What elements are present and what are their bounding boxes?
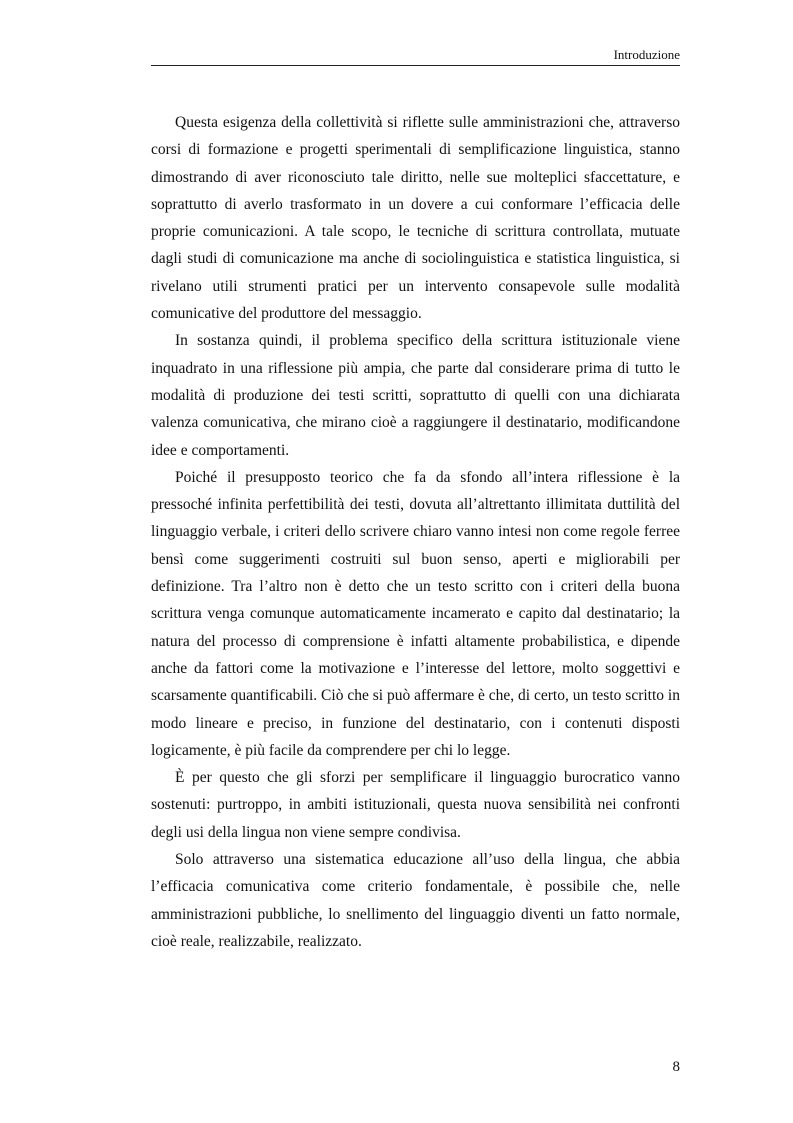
paragraph-4: È per questo che gli sforzi per semplificare il linguaggio burocratico vanno sostenuti: purtroppo, in ambiti istituzionali, questa nuova sensibilità nei confronti degli usi della lingua non viene sempre condivisa. [151, 769, 680, 841]
paragraph-5: Solo attraverso una sistematica educazione all’uso della lingua, che abbia l’efficacia comunicativa come criterio fondamentale, è possibile che, nelle amministrazioni pubbliche, lo snellimento del linguaggio diventi un fatto normale, cioè reale, realizzabile, realizzato. [151, 851, 680, 950]
running-header: Introduzione [613, 47, 680, 62]
header-rule [151, 65, 680, 66]
page-number: 8 [672, 1059, 680, 1075]
paragraph-2: In sostanza quindi, il problema specifico della scrittura istituzionale viene inquadrato in una riflessione più ampia, che parte dal considerare prima di tutto le modalità di produzione dei testi scritti, soprattutto di quelli con una dichiarata valenza comunicativa, che mirano cioè a raggiungere il destinatario, modificandone idee e comportamenti. [151, 332, 680, 459]
paragraph-1: Questa esigenza della collettività si riflette sulle amministrazioni che, attraverso corsi di formazione e progetti sperimentali di semplificazione linguistica, stanno dimostrando di aver riconosciuto tale diritto, nelle sue molteplici sfaccettature, e soprattutto di averlo trasformato in un dovere a cui conformare l’efficacia delle proprie comunicazioni. A tale scopo, le tecniche di scrittura controllata, mutuate dagli studi di comunicazione ma anche di sociolinguistica e statistica linguistica, si rivelano utili strumenti pratici per un intervento consapevole sulle modalità comunicative del produttore del messaggio. [151, 114, 680, 323]
body-text [151, 109, 680, 955]
paragraph-3: Poiché il presupposto teorico che fa da sfondo all’intera riflessione è la pressoché infinita perfettibilità dei testi, dovuta all’altrettanto illimitata duttilità del linguaggio verbale, i criteri dello scrivere chiaro vanno intesi non come regole ferree bensì come suggerimenti costruiti sul buon senso, aperti e migliorabili per definizione. Tra l’altro non è detto che un testo scritto con i criteri della buona scrittura venga comunque automaticamente incamerato e capito dal destinatario; la natura del processo di comprensione è infatti altamente probabilistica, e dipende anche da fattori come la motivazione e l’interesse del lettore, molto soggettivi e scarsamente quantificabili. Ciò che si può affermare è che, di certo, un testo scritto in modo lineare e preciso, in funzione del destinatario, con i contenuti disposti logicamente, è più facile da comprendere per chi lo legge. [151, 468, 680, 759]
